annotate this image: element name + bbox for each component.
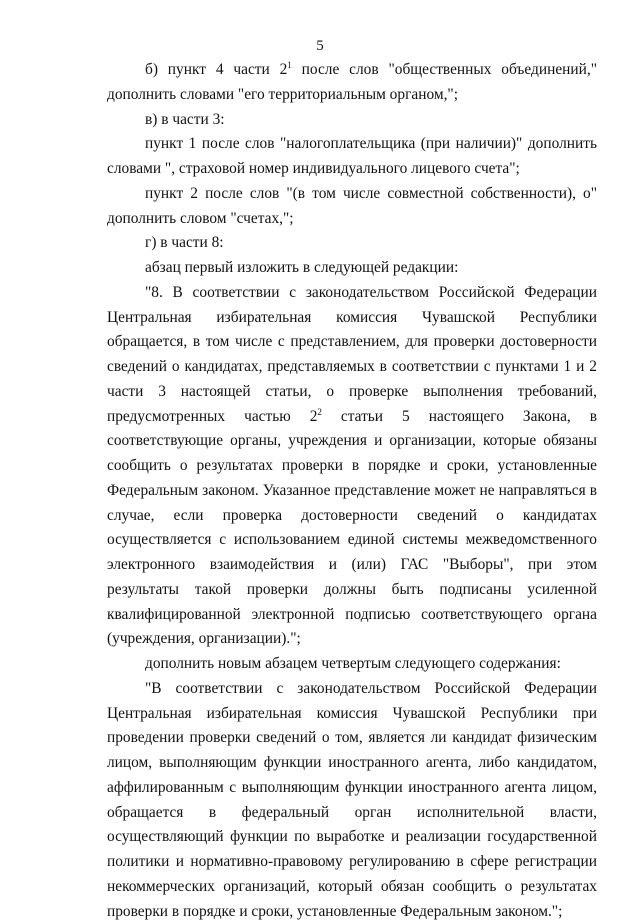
paragraph-text: абзац первый изложить в следующей редакции:	[145, 259, 459, 276]
paragraph-text: г) в части 8:	[145, 234, 224, 252]
superscript: 2	[317, 406, 322, 417]
paragraph-point-2	[107, 182, 597, 232]
paragraph-point-1	[107, 132, 597, 182]
paragraph-text: пункт 1 после слов "налогоплательщика (при наличии)" дополнить словами ", страховой номер индивидуального лицевого счета";	[107, 135, 597, 177]
paragraph-first-abzac	[107, 256, 597, 281]
paragraph-amendment-g	[107, 231, 597, 256]
paragraph-new-abzac-4	[107, 652, 597, 677]
paragraph-part-8-text	[107, 281, 597, 652]
paragraph-abzac-4-text	[107, 677, 597, 924]
superscript: 1	[287, 60, 292, 70]
paragraph-amendment-v	[107, 108, 597, 133]
page-number: 5	[316, 38, 324, 54]
paragraph-text: б) пункт 4 части 2	[145, 61, 288, 78]
document-body	[107, 58, 597, 924]
paragraph-text: в) в части 3:	[145, 110, 225, 128]
paragraph-text: после слов "общественных объединений," дополнить словами "его территориальным органом,";	[107, 61, 597, 103]
paragraph-text: пункт 2 после слов "(в том числе совместной собственности), о" дополнить словом "счетах,";	[107, 184, 597, 227]
paragraph-text: "В соответствии с законодательством Российской Федерации Центральная избирательная комиссия Чувашской Республики при проведении проверки сведений о том, является ли кандидат физическим лицом, выполняющим функции иностранного агента, либо кандидатом, аффилированным с выполняющим функции иностранного агента лицом, обращается в федеральный орган исполнительной власти, осуществляющий функции по выработке и реализации государственной политики и нормативно-правовому регулированию в сфере регистрации некоммерческих организаций, который обязан сообщить о результатах проверки в порядке и сроки, установленные Федеральным законом.";	[107, 679, 597, 920]
paragraph-amendment-b	[107, 58, 597, 108]
paragraph-text: статьи 5 настоящего Закона, в соответствующие органы, учреждения и организации, которые обязаны сообщить о результатах проверки в порядке и сроки, установленные Федеральным законом. Указанное представление может не направляться в случае, если проверка достоверности сведений о кандидатах осуществляется с использованием единой системы межведомственного электронного взаимодействия и (или) ГАС "Выборы", при этом результаты такой проверки должны быть подписаны усиленной квалифицированной электронной подписью соответствующего органа (учреждения, организации).";	[107, 407, 597, 648]
paragraph-text: "8. В соответствии с законодательством Российской Федерации Центральная избирательная комиссия Чувашской Республики обращается, в том числе с представлением, для проверки достоверности сведений о кандидатах, представляемых в соответствии с пунктами 1 и 2 части 3 настоящей статьи, о проверке выполнения требований, предусмотренных частью 2	[107, 283, 597, 425]
paragraph-text: дополнить новым абзацем четвертым следующего содержания:	[145, 655, 561, 672]
